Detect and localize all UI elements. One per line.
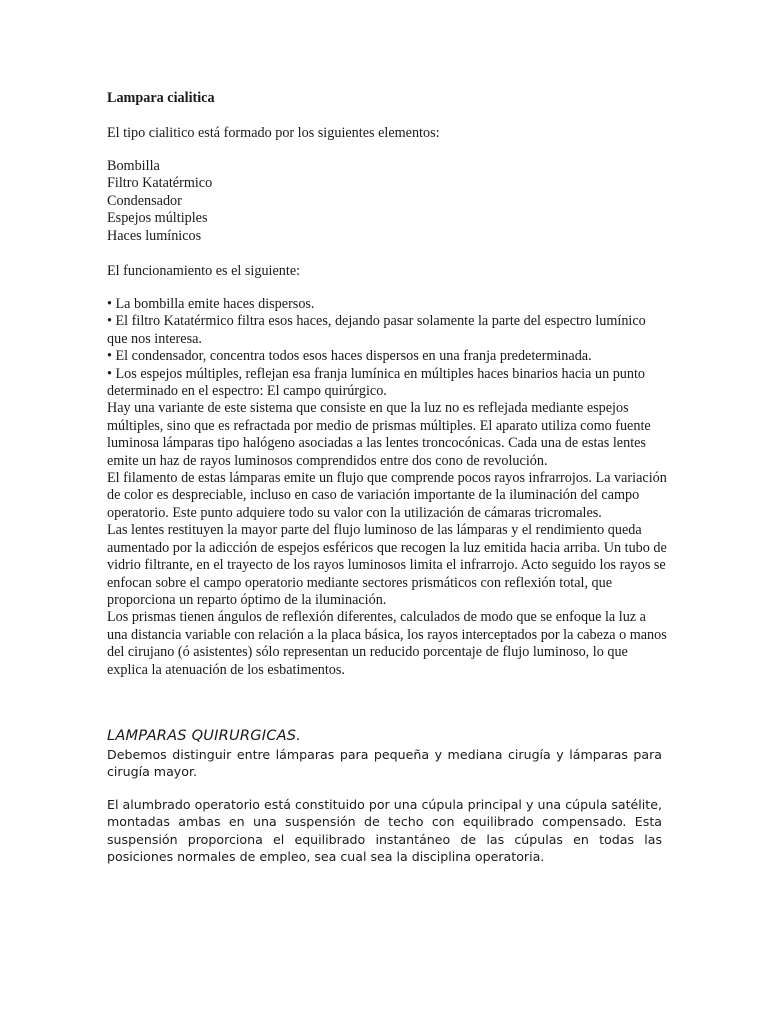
body-paragraph: Los prismas tienen ángulos de reflexión diferentes, calculados de modo que se enfoque la luz a una distancia variable con relación a la placa básica, los rayos interceptados por la cabeza o manos del cirujano (ó asistentes) sólo representan un reducido porcentaje de flujo luminoso, lo que explica la atenuación de los esbatimentos. [107,609,667,678]
body-paragraph: Hay una variante de este sistema que consiste en que la luz no es reflejada mediante espejos múltiples, sino que es refractada por medio de prismas múltiples. El aparato utiliza como fuente luminosa lámparas tipo halógeno asociadas a las lentes troncocónicas. Cada una de estas lentes emite un haz de rayos luminosos comprendidos entre dos cono de revolución. [107,400,651,469]
section-heading: LAMPARAS QUIRURGICAS. [107,727,302,744]
functioning-intro: El funcionamiento es el siguiente: [107,263,301,279]
bullet-item: • Los espejos múltiples, reflejan esa franja lumínica en múltiples haces binarios hacia un punto determinado en el espectro: El campo quirúrgico. [107,365,646,400]
elements-list [107,158,667,245]
body-paragraph: Las lentes restituyen la mayor parte del flujo luminoso de las lámparas y el rendimiento queda aumentado por la adicción de espejos esféricos que recogen la luz emitida hacia arriba. Un tubo de vidrio filtrante, en el trayecto de los rayos luminosos limita el infrarrojo. Acto seguido los rayos se enfocan sobre el campo operatorio mediante sectores prismáticos con reflexión total, que proporciona un reparto óptimo de la iluminación. [107,522,667,608]
section-paragraph-text: Debemos distinguir entre lámparas para pequeña y mediana cirugía y lámparas para cirugía mayor. [107,747,662,780]
element-item: Espejos múltiples [107,210,208,227]
section-paragraph [107,746,662,781]
element-item: Filtro Katatérmico [107,175,213,192]
element-item: Haces lumínicos [107,227,202,244]
main-body [107,296,667,679]
body-paragraph: El filamento de estas lámparas emite un flujo que comprende pocos rayos infrarrojos. La variación de color es despreciable, incluso en caso de variación importante de la iluminación del campo operatorio. Este punto adquiere todo su valor con la utilización de cámaras tricromales. [107,470,667,521]
intro-text: El tipo cialitico está formado por los siguientes elementos: [107,125,440,141]
bullet-item: • La bombilla emite haces dispersos. [107,296,315,312]
bullet-list [107,296,667,400]
section-paragraph-text: El alumbrado operatorio está constituido por una cúpula principal y una cúpula satélite, montadas ambas en una suspensión de techo con equilibrado compensado. Esta suspensión proporciona el equilibrado instantáneo de las cúpulas en todas las posiciones normales de empleo, sea cual sea la disciplina operatoria. [107,797,662,865]
element-item: Bombilla [107,158,160,174]
document-title: Lampara cialitica [107,90,215,106]
bullet-item: • El filtro Katatérmico filtra esos haces, dejando pasar solamente la parte del espectro lumínico que nos interesa. [107,313,646,347]
element-item: Condensador [107,192,182,209]
section-paragraph [107,796,662,866]
bullet-item: • El condensador, concentra todos esos haces dispersos en una franja predeterminada. [107,348,592,365]
